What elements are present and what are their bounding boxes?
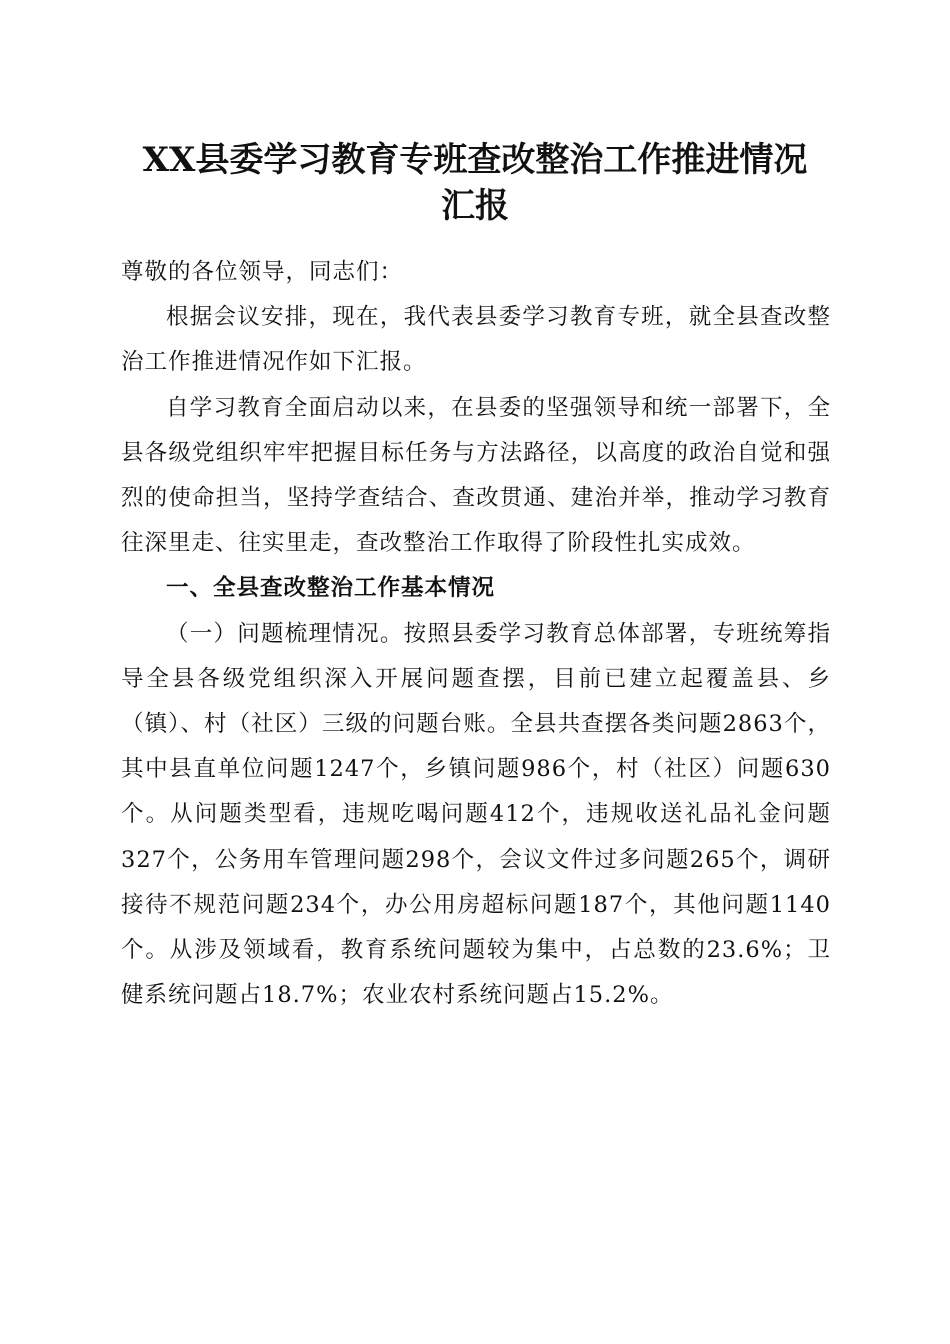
paragraph-problem-review: （一）问题梳理情况。按照县委学习教育总体部署，专班统筹指导全县各级党组织深入开展问题查摆，目前已建立起覆盖县、乡（镇）、村（社区）三级的问题台账。全县共查摆各类问题2863个，其中县直单位问题1247个，乡镇问题986个，村（社区）问题630个。从问题类型看，违规吃喝问题412个，违规收送礼品礼金问题327个，公务用车管理问题298个，会议文件过多问题265个，调研接待不规范问题234个，办公用房超标问题187个，其他问题1140个。从涉及领域看，教育系统问题较为集中，占总数的23.6%；卫健系统问题占18.7%；农业农村系统问题占15.2%。 bbox=[121, 620, 831, 1009]
document-body bbox=[121, 250, 831, 1018]
paragraph-overview: 自学习教育全面启动以来，在县委的坚强领导和统一部署下，全县各级党组织牢牢把握目标任务与方法路径，以高度的政治自觉和强烈的使命担当，坚持学查结合、查改贯通、建治并举，推动学习教育往深里走、往实里走，查改整治工作取得了阶段性扎实成效。 bbox=[121, 394, 831, 557]
section-heading-1: 一、全县查改整治工作基本情况 bbox=[166, 575, 496, 602]
paragraph-intro: 根据会议安排，现在，我代表县委学习教育专班，就全县查改整治工作推进情况作如下汇报。 bbox=[121, 304, 831, 376]
document-title-line-1: XX县委学习教育专班查改整治工作推进情况 bbox=[142, 140, 808, 180]
document-title-line-2: 汇报 bbox=[441, 186, 509, 226]
salutation: 尊敬的各位领导，同志们： bbox=[121, 259, 404, 285]
